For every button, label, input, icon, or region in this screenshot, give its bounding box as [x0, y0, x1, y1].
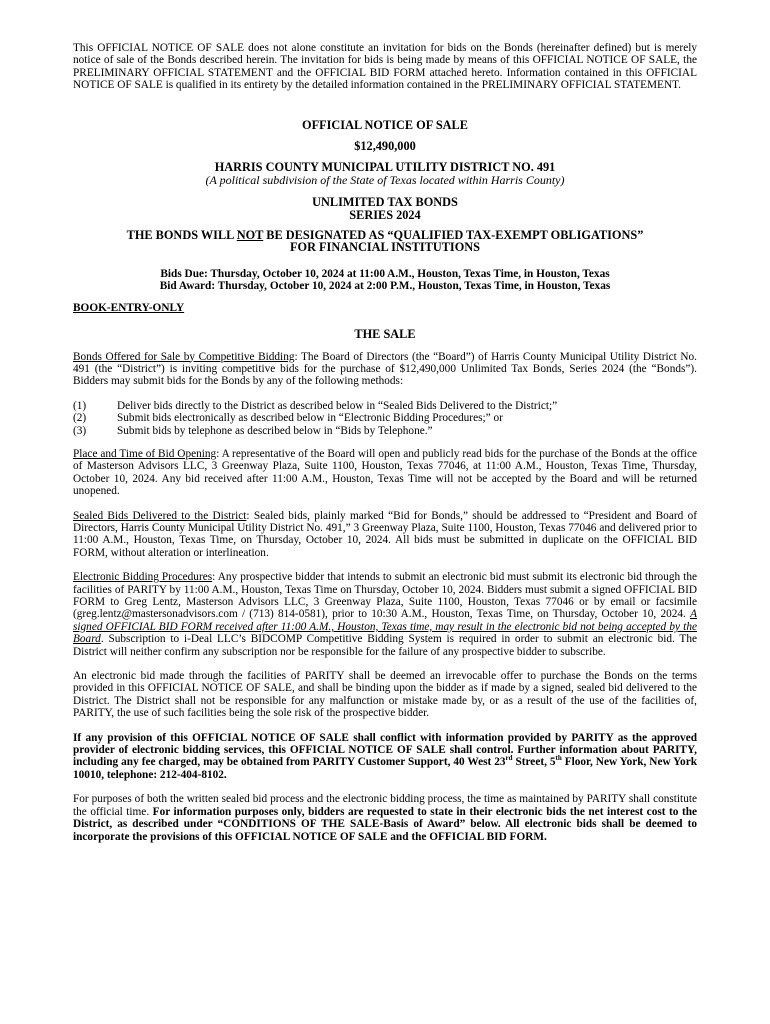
issuer-subtitle: (A political subdivision of the State of Texas located within Harris County) — [205, 172, 565, 187]
issuer-name: HARRIS COUNTY MUNICIPAL UTILITY DISTRICT NO. 491 — [214, 160, 556, 175]
electronic-bidding-paragraph — [73, 571, 697, 658]
sealed-bids-paragraph — [73, 510, 697, 560]
book-entry-label: BOOK-ENTRY-ONLY — [73, 301, 185, 314]
designation-post: BE DESIGNATED AS “QUALIFIED TAX-EXEMPT OBLIGATIONS” — [263, 228, 644, 243]
irrevocable-paragraph: An electronic bid made through the facilities of PARITY shall be deemed an irrevocable offer to purchase the Bonds on the terms provided in this OFFICIAL NOTICE OF SALE, and shall be binding upon the bidder as if made by a signed, sealed bid delivered to the District. The District shall not be responsible for any malfunction or mistake made by, or as a result of the use of the facilities of, PARITY, the use of such facilities being the sole risk of the prospective bidder. — [73, 670, 697, 720]
bond-amount: $12,490,000 — [354, 139, 416, 154]
list-item-text: Submit bids electronically as described below in “Electronic Bidding Procedures;” or — [117, 412, 503, 425]
bond-type: UNLIMITED TAX BONDS — [312, 195, 458, 210]
offered-paragraph — [73, 351, 697, 388]
electronic-bidding-text-end: . Subscription to i-Deal LLC’s BIDCOMP Competitive Bidding System is required in order to submit an electronic bid. The District will neither confirm any subscription nor be responsible for the failure of any prospective bidder to subscribe. — [73, 633, 697, 658]
conflict-text: If any provision of this OFFICIAL NOTICE OF SALE shall conflict with information provided by PARITY as the approved provider of electronic bidding services, this OFFICIAL NOTICE OF SALE shall control. Further information about PARITY, including any fee charged, may be obtained from PARITY Customer Support, 40 West 23 — [73, 731, 697, 769]
electronic-bidding-heading: Electronic Bidding Procedures — [73, 571, 213, 584]
list-item-number: (2) — [73, 412, 87, 425]
place-time-paragraph — [73, 448, 697, 498]
conflict-sup-rd: rd — [505, 754, 513, 763]
intro-paragraph: This OFFICIAL NOTICE OF SALE does not alone constitute an invitation for bids on the Bonds (hereinafter defined) but is merely notice of sale of the Bonds described herein. The invitation for bids is being made by means of this OFFICIAL NOTICE OF SALE, the PRELIMINARY OFFICIAL STATEMENT and the OFFICIAL BID FORM attached hereto. Information contained in this OFFICIAL NOTICE OF SALE is qualified in its entirety by the detailed information contained in the PRELIMINARY OFFICIAL STATEMENT. — [73, 42, 697, 92]
bid-award: Bid Award: Thursday, October 10, 2024 at 2:00 P.M., Houston, Texas Time, in Houston, Texas — [159, 280, 611, 293]
designation-heading — [73, 229, 697, 254]
designation-not: NOT — [236, 228, 264, 243]
list-item-number: (1) — [73, 399, 87, 412]
conflict-sup-th: th — [555, 754, 562, 763]
list-item — [73, 412, 697, 424]
bid-dates — [73, 268, 697, 293]
conflict-end: Floor, New York, New York 10010, telephone: 212-404-8102. — [73, 756, 697, 781]
list-item — [73, 425, 697, 437]
place-time-heading: Place and Time of Bid Opening — [73, 447, 217, 460]
list-item-text: Submit bids by telephone as described below in “Bids by Telephone.” — [117, 424, 433, 437]
offered-heading: Bonds Offered for Sale by Competitive Bidding — [73, 350, 295, 363]
bids-due: Bids Due: Thursday, October 10, 2024 at 11:00 A.M., Houston, Texas Time, in Houston, Texas — [160, 267, 610, 280]
official-time-paragraph — [73, 793, 697, 843]
bond-series: SERIES 2024 — [349, 207, 421, 222]
electronic-bidding-emphasis: A signed OFFICIAL BID FORM received after 11:00 A.M., Houston, Texas time, may result in the electronic bid not being accepted by the Board — [73, 608, 697, 646]
bid-methods-list — [73, 400, 697, 437]
official-time-bold: For information purposes only, bidders are requested to state in their electronic bids the net interest cost to the District, as described under “CONDITIONS OF THE SALE-Basis of Award” below. All electronic bids shall be deemed to incorporate the provisions of this OFFICIAL NOTICE OF SALE and the OFFICIAL BID FORM. — [73, 805, 697, 843]
conflict-mid: Street, 5 — [512, 756, 556, 769]
list-item-number: (3) — [73, 424, 87, 437]
sealed-bids-heading: Sealed Bids Delivered to the District — [73, 509, 247, 522]
list-item — [73, 400, 697, 412]
sealed-bids-text: : Sealed bids, plainly marked “Bid for Bonds,” should be addressed to “President and Board of Directors, Harris County Municipal Utility District No. 491,” 3 Greenway Plaza, Suite 1100, Houston, Texas 77046 and delivered prior to 11:00 A.M., Houston, Texas Time, on Thursday, October 10, 2024. All bids must be submitted in duplicate on the OFFICIAL BID FORM, without alteration or interlineation. — [73, 509, 697, 559]
list-item-text: Deliver bids directly to the District as described below in “Sealed Bids Delivered to the District;” — [117, 399, 558, 412]
official-time-text: For purposes of both the written sealed bid process and the electronic bidding process, the time as maintained by PARITY shall constitute the official time. — [73, 793, 697, 818]
electronic-bidding-text: : Any prospective bidder that intends to submit an electronic bid must submit its electronic bid through the facilities of PARITY by 11:00 A.M., Houston, Texas Time on Thursday, October 10, 2024. Bidders must submit a signed OFFICIAL BID FORM to Greg Lentz, Masterson Advisors LLC, 3 Greenway Plaza, Suite 1100, Houston, Texas 77046 or by email or facsimile (greg.lentz@mastersonadvisors.com / (713) 814-0581), prior to 10:30 A.M., Houston, Texas Time, on Thursday, October 10, 2024. — [73, 571, 697, 621]
section-title: THE SALE — [354, 327, 416, 342]
designation-pre: THE BONDS WILL — [126, 228, 237, 243]
offered-text: : The Board of Directors (the “Board”) of Harris County Municipal Utility District No. 491 (the “District”) is inviting competitive bids for the purchase of $12,490,000 Unlimited Tax Bonds, Series 2024 (the “Bonds”). Bidders may submit bids for the Bonds by any of the following methods: — [73, 350, 697, 388]
conflict-paragraph — [73, 732, 697, 782]
designation-line2: FOR FINANCIAL INSTITUTIONS — [290, 240, 480, 255]
notice-title: OFFICIAL NOTICE OF SALE — [302, 117, 468, 132]
place-time-text: : A representative of the Board will open and publicly read bids for the purchase of the Bonds at the office of Masterson Advisors LLC, 3 Greenway Plaza, Suite 1100, Houston, Texas 77046, at 11:00 A.M., Houston, Texas Time, Thursday, October 10, 2024. Any bid received after 11:00 A.M., Houston, Texas Time will not be accepted by the Board and will be returned unopened. — [73, 447, 697, 498]
